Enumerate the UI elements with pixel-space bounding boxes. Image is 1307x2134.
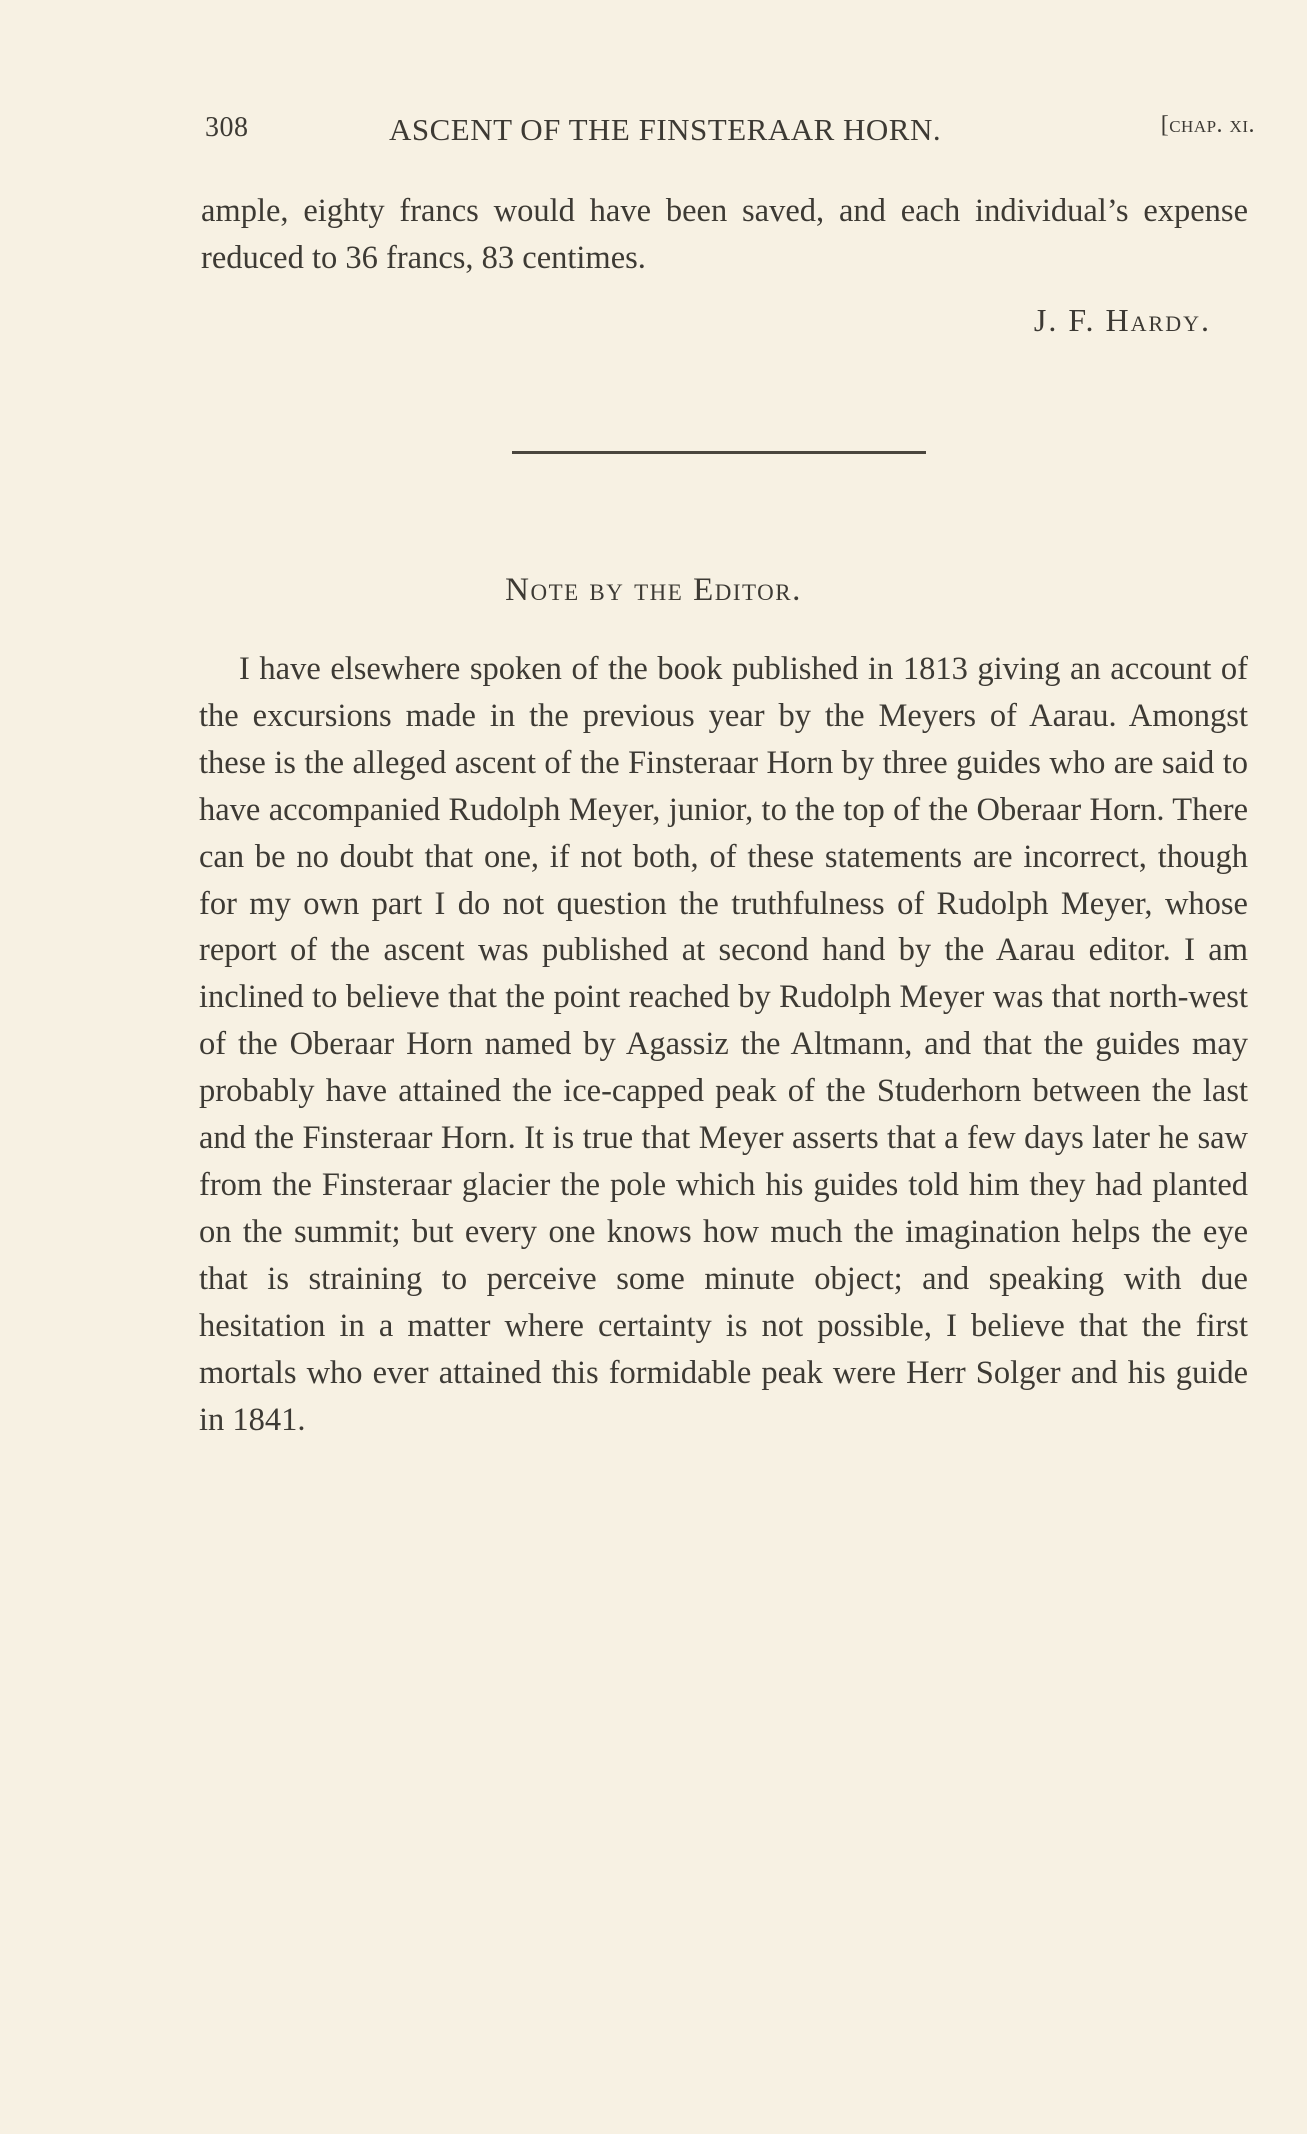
section-divider — [512, 451, 926, 454]
page-number: 308 — [205, 112, 249, 143]
editor-note-text: I have elsewhere spoken of the book published in 1813 giving an account of the excursions made in the previous year by the Meyers of Aarau. Amongst these is the alleged ascent of the Finsteraar Horn by three guides who are said to have accompanied Rudolph Meyer, junior, to the top of the Oberaar Horn. There can be no doubt that one, if not both, of these statements are incorrect, though for my own part I do not question the truthfulness of Rudolph Meyer, whose report of the ascent was published at second hand by the Aarau editor. I am inclined to believe that the point reached by Rudolph Meyer was that north-west of the Oberaar Horn named by Agassiz the Altmann, and that the guides may probably have attained the ice-capped peak of the Studerhorn between the last and the Finsteraar Horn. It is true that Meyer asserts that a few days later he saw from the Finsteraar glacier the pole which his guides told him they had planted on the summit; but every one knows how much the imagination helps the eye that is straining to perceive some minute object; and speaking with due hesitation in a matter where certainty is not possible, I believe that the first mortals who ever attained this formidable peak were Herr Solger and his guide in 1841. — [199, 651, 1248, 1438]
continued-paragraph: ample, eighty francs would have been saved, and each individual’s expense reduced to 36 francs, 83 centimes. — [201, 193, 1248, 276]
running-title: ASCENT OF THE FINSTERAAR HORN. — [389, 112, 942, 147]
chapter-reference: [chap. xi. — [1160, 112, 1255, 138]
running-header — [205, 112, 1255, 156]
note-heading: Note by the Editor. — [505, 572, 802, 608]
editor-note-paragraph — [199, 646, 1248, 1443]
author-signature: J. F. Hardy. — [1033, 302, 1211, 338]
